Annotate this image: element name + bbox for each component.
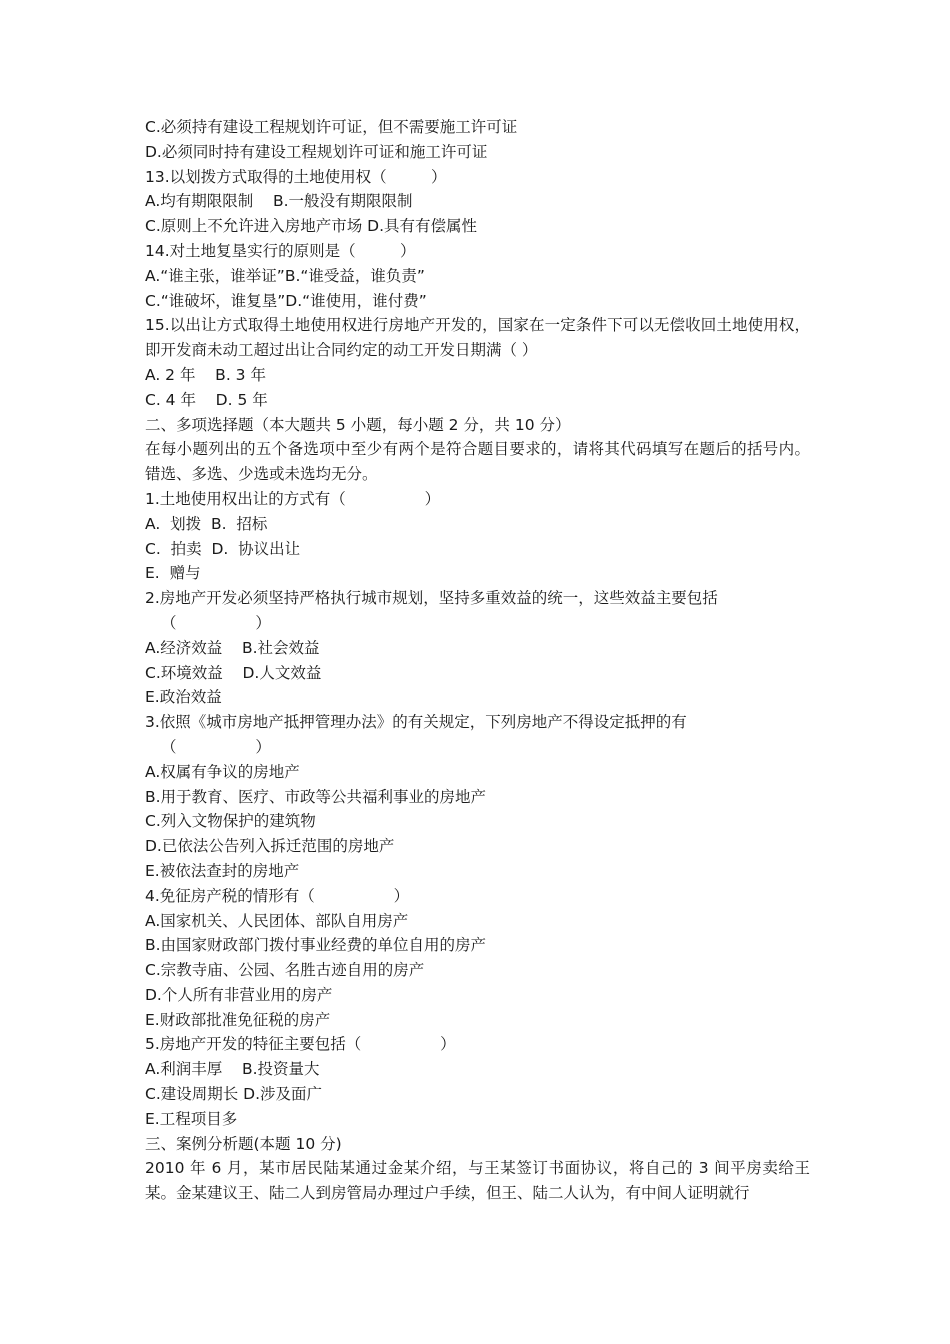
text-line: 4.免征房产税的情形有（ ） xyxy=(145,886,410,905)
text-line: D.已依法公告列入拆迁范围的房地产 xyxy=(145,837,395,856)
text-line: B.用于教育、医疗、市政等公共福利事业的房地产 xyxy=(145,787,487,806)
text-line: A. 2 年 B. 3 年 xyxy=(145,365,266,384)
text-line: E.工程项目多 xyxy=(145,1109,238,1128)
text-line: A. 划拨 B. 招标 xyxy=(145,514,268,533)
text-line: A.利润丰厚 B.投资量大 xyxy=(145,1060,320,1079)
text-line: C.宗教寺庙、公园、名胜古迹自用的房产 xyxy=(145,961,425,980)
text-line: E.被依法查封的房地产 xyxy=(145,861,300,880)
text-line: D.必须同时持有建设工程规划许可证和施工许可证 xyxy=(145,142,488,161)
text-paragraph: 15.以出让方式取得土地使用权进行房地产开发的，国家在一定条件下可以无偿收回土地使用权，即开发商未动工超过出让合同约定的动工开发日期满（ ） xyxy=(145,316,810,360)
text-line: 5.房地产开发的特征主要包括（ ） xyxy=(145,1035,456,1054)
text-line: E.政治效益 xyxy=(145,688,222,707)
text-paragraph: 在每小题列出的五个备选项中至少有两个是符合题目要求的，请将其代码填写在题后的括号内。错选、多选、少选或未选均无分。 xyxy=(145,440,810,484)
text-line: C.必须持有建设工程规划许可证，但不需要施工许可证 xyxy=(145,118,518,136)
text-line: 14.对土地复垦实行的原则是（ ） xyxy=(145,241,416,260)
answer-bracket: （ ） xyxy=(161,737,271,756)
text-line: C. 拍卖 D. 协议出让 xyxy=(145,539,301,558)
text-line: 2.房地产开发必须坚持严格执行城市规划，坚持多重效益的统一，这些效益主要包括 xyxy=(145,589,718,608)
text-line: A.经济效益 B.社会效益 xyxy=(145,638,320,657)
text-line: A.均有期限限制 B.一般没有期限限制 xyxy=(145,192,413,211)
text-paragraph: 2010 年 6 月，某市居民陆某通过金某介绍，与王某签订书面协议，将自己的 3 间平房卖给王某。金某建议王、陆二人到房管局办理过户手续，但王、陆二人认为，有中间人证明就行 xyxy=(145,1159,810,1203)
text-line: C.环境效益 D.人文效益 xyxy=(145,663,322,682)
text-line: 二、多项选择题（本大题共 5 小题，每小题 2 分，共 10 分） xyxy=(145,415,571,434)
text-line: A.国家机关、人民团体、部队自用房产 xyxy=(145,911,409,930)
text-line: 1.土地使用权出让的方式有（ ） xyxy=(145,489,441,508)
text-line: E.财政部批准免征税的房产 xyxy=(145,1010,331,1029)
text-line: B.由国家财政部门拨付事业经费的单位自用的房产 xyxy=(145,936,487,955)
answer-bracket: （ ） xyxy=(161,613,271,632)
text-line: A.“谁主张，谁举证”B.“谁受益，谁负责” xyxy=(145,266,425,285)
text-line: A.权属有争议的房地产 xyxy=(145,762,300,781)
text-line: D.个人所有非营业用的房产 xyxy=(145,985,333,1004)
text-line: 13.以划拨方式取得的土地使用权（ ） xyxy=(145,167,447,186)
text-line: E. 赠与 xyxy=(145,564,201,583)
document-body xyxy=(145,115,810,1206)
text-line: C.原则上不允许进入房地产市场 D.具有有偿属性 xyxy=(145,217,478,236)
text-line: C. 4 年 D. 5 年 xyxy=(145,390,268,409)
text-line: C.列入文物保护的建筑物 xyxy=(145,812,316,831)
text-line: C.建设周期长 D.涉及面广 xyxy=(145,1085,323,1104)
text-line: 3.依照《城市房地产抵押管理办法》的有关规定，下列房地产不得设定抵押的有 xyxy=(145,713,687,732)
text-line: C.“谁破坏，谁复垦”D.“谁使用，谁付费” xyxy=(145,291,427,310)
text-line: 三、案例分析题(本题 10 分) xyxy=(145,1134,342,1153)
